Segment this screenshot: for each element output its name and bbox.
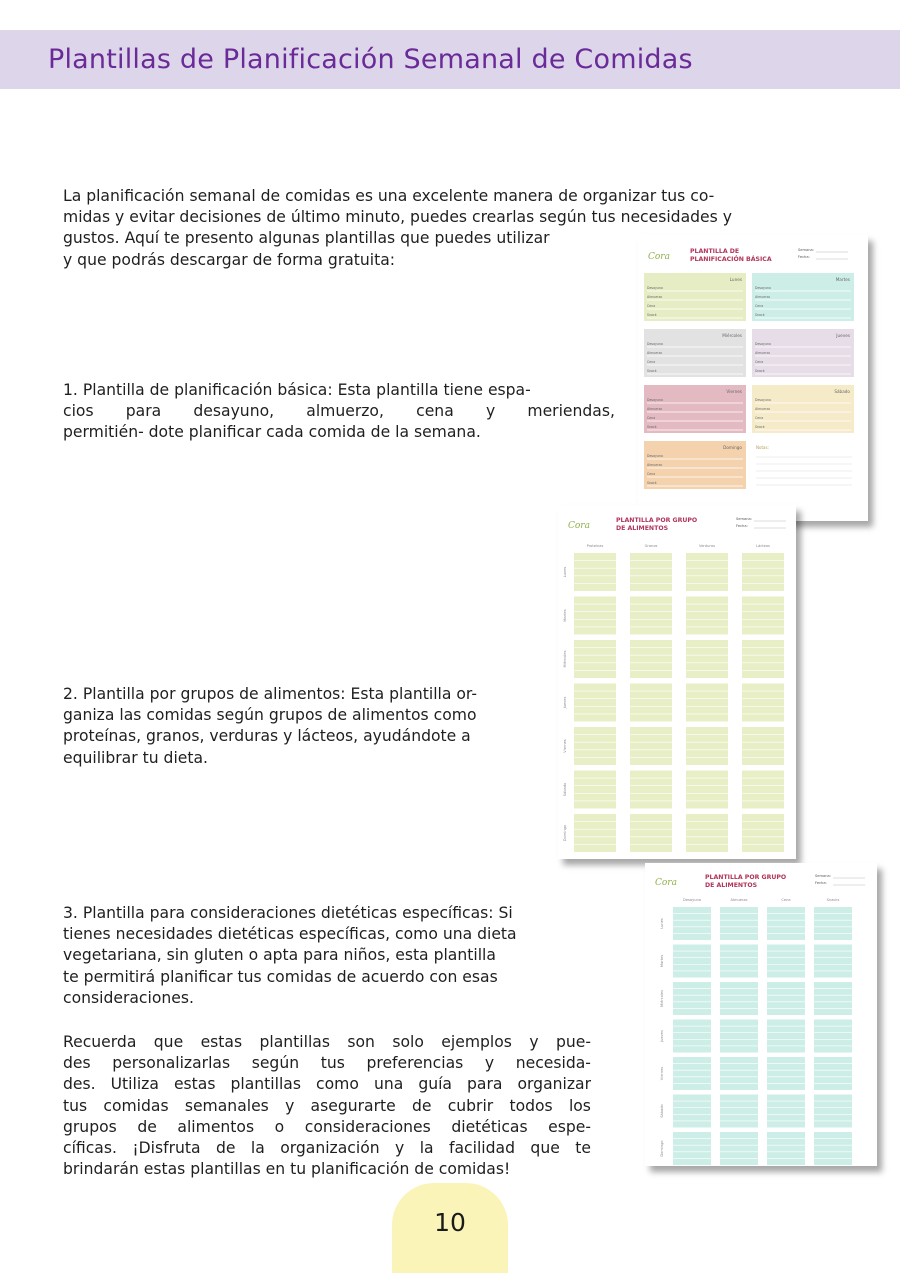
meal-label: Cena <box>755 416 764 420</box>
grid-cell <box>630 597 672 635</box>
meal-label: Almuerzo <box>647 407 663 411</box>
day-label: Miércoles <box>660 990 664 1007</box>
word: la <box>419 1139 434 1158</box>
word: y <box>285 1096 295 1115</box>
template-meta-label: Semana: <box>736 517 752 521</box>
grid-cell <box>720 1095 758 1128</box>
word: necesida- <box>515 1054 591 1073</box>
column-label: Lácteos <box>756 544 770 548</box>
item-2-line: equilibrar tu dieta. <box>63 748 209 767</box>
meal-label: Almuerzo <box>647 463 663 467</box>
template-meta-label: Fecha: <box>798 255 810 259</box>
day-label: Jueves <box>660 1030 664 1042</box>
word: de <box>411 1096 432 1115</box>
grid-cell <box>742 814 784 852</box>
grid-cell <box>720 982 758 1015</box>
closing-line: brindarán estas plantillas en tu planificación de comidas! <box>63 1160 511 1179</box>
grid-cell <box>673 1095 711 1128</box>
column-label: Granos <box>644 544 658 548</box>
template-title: DE ALIMENTOS <box>705 882 758 889</box>
word: personalizarlas <box>112 1054 231 1073</box>
item-3-line: 3. Plantilla para consideraciones dietéticas específicas: Si <box>63 904 513 922</box>
page-number: 10 <box>434 1208 466 1237</box>
grid-cell <box>630 771 672 809</box>
word: espe- <box>548 1117 591 1136</box>
word: y <box>484 1054 495 1073</box>
word: o <box>274 1117 285 1136</box>
word: meriendas, <box>527 402 615 421</box>
grid-cell <box>720 945 758 978</box>
grid-cell <box>767 945 805 978</box>
intro-line: y que podrás descargar de forma gratuita: <box>63 250 396 269</box>
grid-cell <box>767 1057 805 1090</box>
grid-cell <box>814 1132 852 1165</box>
meal-label: Snack <box>647 313 657 317</box>
grid-cell <box>742 771 784 809</box>
grid-cell <box>630 640 672 678</box>
item-3-paragraph <box>63 903 603 1009</box>
day-label: Jueves <box>836 333 850 338</box>
closing-line <box>63 1096 591 1117</box>
day-label: Viernes <box>726 389 742 394</box>
word: estas <box>200 1033 243 1051</box>
template-title: PLANTILLA POR GRUPO <box>616 517 698 524</box>
grid-cell <box>686 814 728 852</box>
grid-cell <box>686 553 728 591</box>
groups-template-drawing <box>558 505 796 859</box>
template-title: PLANTILLA DE <box>690 248 740 255</box>
template-title: DE ALIMENTOS <box>616 525 669 532</box>
meal-label: Almuerzo <box>755 351 771 355</box>
grid-cell <box>630 684 672 722</box>
meal-label: Cena <box>647 472 656 476</box>
meal-label: Almuerzo <box>755 407 771 411</box>
grid-cell <box>574 597 616 635</box>
closing-line <box>63 1032 591 1053</box>
grid-cell <box>767 907 805 940</box>
word: y <box>529 1033 539 1051</box>
day-label: Domingo <box>723 445 742 450</box>
word: organizar <box>517 1075 591 1094</box>
word: tus <box>63 1096 88 1115</box>
day-label: Lunes <box>729 277 742 282</box>
closing-line <box>63 1117 591 1138</box>
word: dietéticas <box>451 1117 528 1136</box>
meal-label: Desayuno <box>647 342 663 346</box>
logo-mark: Cora <box>568 521 590 531</box>
word: preferencias <box>366 1054 464 1073</box>
grid-cell <box>814 1020 852 1053</box>
item-2-line: proteínas, granos, verduras y lácteos, ayudándote a <box>63 727 471 746</box>
item-1-line: 1. Plantilla de planificación básica: Esta plantilla tiene espa- <box>63 381 531 399</box>
meal-label: Snack <box>647 425 657 429</box>
grid-cell <box>767 1095 805 1128</box>
item-3-line: te permitirá planificar tus comidas de acuerdo con esas <box>63 967 498 986</box>
word: organización <box>280 1139 380 1158</box>
item-1-paragraph <box>63 380 615 444</box>
day-label: Viernes <box>563 739 567 753</box>
word: Recuerda <box>63 1033 137 1051</box>
word: alimentos <box>177 1117 255 1136</box>
grid-cell <box>814 945 852 978</box>
grid-cell <box>742 640 784 678</box>
meal-label: Desayuno <box>647 454 663 458</box>
grid-cell <box>686 597 728 635</box>
word: tus <box>320 1054 345 1073</box>
template-title: PLANTILLA POR GRUPO <box>705 874 787 881</box>
grid-cell <box>673 1057 711 1090</box>
grid-cell <box>742 727 784 765</box>
day-label: Lunes <box>563 566 567 578</box>
grid-cell <box>720 1057 758 1090</box>
grid-cell <box>742 684 784 722</box>
meal-label: Cena <box>647 304 656 308</box>
meal-label: Snack <box>647 369 657 373</box>
item-2-line: ganiza las comidas según grupos de alimentos como <box>63 706 477 725</box>
column-label: Almuerzo <box>730 898 748 902</box>
closing-line <box>63 1053 591 1074</box>
word: que <box>153 1033 184 1051</box>
grid-cell <box>574 684 616 722</box>
word: plantillas <box>230 1075 301 1094</box>
word: de <box>137 1117 157 1136</box>
word: cíficas. <box>63 1139 117 1158</box>
grid-cell <box>574 640 616 678</box>
column-label: Desayuno <box>683 898 701 902</box>
meal-label: Cena <box>755 360 764 364</box>
meal-label: Snack <box>755 313 765 317</box>
meal-label: Cena <box>647 360 656 364</box>
meal-label: Almuerzo <box>647 295 663 299</box>
word: almuerzo, <box>306 402 384 421</box>
item-1-line: permitién- dote planificar cada comida de la semana. <box>63 423 481 442</box>
diet-template-thumbnail <box>645 863 877 1166</box>
grid-cell <box>574 727 616 765</box>
diet-template-drawing <box>645 863 877 1166</box>
grid-cell <box>630 553 672 591</box>
grid-cell <box>574 771 616 809</box>
word: des <box>63 1054 91 1073</box>
intro-line: La planificación semanal de comidas es una excelente manera de organizar tus co- <box>63 187 715 205</box>
item-2-paragraph <box>63 684 563 769</box>
meal-label: Almuerzo <box>755 295 771 299</box>
word: te <box>575 1139 591 1158</box>
day-label: Sábado <box>660 1104 664 1118</box>
meal-label: Snack <box>755 369 765 373</box>
grid-cell <box>673 1132 711 1165</box>
day-label: Martes <box>835 277 850 282</box>
column-label: Snacks <box>826 898 840 902</box>
meal-label: Almuerzo <box>647 351 663 355</box>
word: consideraciones <box>304 1117 431 1136</box>
word: todos <box>509 1096 553 1115</box>
word: comidas <box>103 1096 169 1115</box>
word: que <box>530 1139 560 1158</box>
word: y <box>395 1139 405 1158</box>
closing-paragraph <box>63 1032 591 1180</box>
word: solo <box>392 1033 424 1051</box>
page-title: Plantillas de Planificación Semanal de Comidas <box>48 44 693 75</box>
meal-label: Snack <box>755 425 765 429</box>
grid-cell <box>673 945 711 978</box>
template-title: PLANIFICACIÓN BÁSICA <box>690 256 772 263</box>
grid-cell <box>686 771 728 809</box>
meal-label: Cena <box>647 416 656 420</box>
grid-cell <box>814 1057 852 1090</box>
grid-cell <box>720 1020 758 1053</box>
day-label: Miércoles <box>563 650 567 668</box>
day-label: Martes <box>563 609 567 622</box>
closing-line <box>63 1074 591 1095</box>
word: para <box>467 1075 503 1094</box>
grid-cell <box>720 1132 758 1165</box>
grid-cell <box>686 727 728 765</box>
template-meta-label: Fecha: <box>815 881 827 885</box>
basic-template-thumbnail <box>638 235 868 521</box>
intro-line: gustos. Aquí te presento algunas plantillas que puedes utilizar <box>63 229 550 248</box>
word: plantillas <box>259 1033 330 1051</box>
word: según <box>251 1054 300 1073</box>
logo-mark: Cora <box>648 252 670 262</box>
notes-label: Notas: <box>756 445 769 450</box>
grid-cell <box>673 907 711 940</box>
grid-cell <box>814 982 852 1015</box>
grid-cell <box>630 727 672 765</box>
item-3-line: consideraciones. <box>63 988 194 1007</box>
grid-cell <box>720 907 758 940</box>
meal-label: Desayuno <box>755 286 771 290</box>
intro-line: midas y evitar decisiones de último minuto, puedes crearlas según tus necesidades y <box>63 208 732 227</box>
closing-line <box>63 1138 591 1159</box>
word: los <box>568 1096 591 1115</box>
word: de <box>215 1139 236 1158</box>
grid-cell <box>686 684 728 722</box>
column-label: Proteínas <box>586 544 604 548</box>
grid-cell <box>814 907 852 940</box>
word: cubrir <box>447 1096 494 1115</box>
word: cena <box>416 402 454 421</box>
word: y <box>485 402 496 421</box>
groups-template-thumbnail <box>558 505 796 859</box>
word: son <box>347 1033 375 1051</box>
item-2-line: 2. Plantilla por grupos de alimentos: Esta plantilla or- <box>63 685 477 703</box>
word: semanales <box>184 1096 269 1115</box>
day-label: Domingo <box>660 1140 664 1157</box>
column-label: Verduras <box>699 544 715 548</box>
grid-cell <box>673 982 711 1015</box>
column-label: Cena <box>781 898 791 902</box>
grid-cell <box>767 982 805 1015</box>
grid-cell <box>574 553 616 591</box>
day-label: Sábado <box>563 782 567 797</box>
day-label: Miércoles <box>722 333 742 338</box>
word: cios <box>63 402 94 421</box>
day-label: Domingo <box>563 824 567 842</box>
meal-label: Desayuno <box>647 398 663 402</box>
grid-cell <box>767 1020 805 1053</box>
word: desayuno, <box>193 402 275 421</box>
grid-cell <box>574 814 616 852</box>
word: Utiliza <box>110 1075 159 1094</box>
item-3-line: tienes necesidades dietéticas específicas, como una dieta <box>63 925 517 944</box>
word: estas <box>173 1075 216 1094</box>
grid-cell <box>673 1020 711 1053</box>
word: grupos <box>63 1117 117 1136</box>
word: facilidad <box>449 1139 515 1158</box>
day-label: Lunes <box>660 918 664 929</box>
word: asegurarte <box>310 1096 396 1115</box>
meal-label: Snack <box>647 481 657 485</box>
word: ejemplos <box>441 1033 512 1051</box>
template-meta-label: Fecha: <box>736 524 748 528</box>
grid-cell <box>686 640 728 678</box>
logo-mark: Cora <box>655 878 677 888</box>
basic-template-drawing <box>638 235 868 521</box>
word: para <box>125 402 162 421</box>
grid-cell <box>630 814 672 852</box>
item-1-line <box>63 401 615 422</box>
meal-label: Cena <box>755 304 764 308</box>
word: des. <box>63 1075 96 1094</box>
meal-label: Desayuno <box>647 286 663 290</box>
grid-cell <box>767 1132 805 1165</box>
meal-label: Desayuno <box>755 398 771 402</box>
item-3-line: vegetariana, sin gluten o apta para niños, esta plantilla <box>63 946 496 965</box>
word: como <box>316 1075 359 1094</box>
word: ¡Disfruta <box>132 1139 201 1158</box>
template-meta-label: Semana: <box>815 874 831 878</box>
meal-label: Desayuno <box>755 342 771 346</box>
template-meta-label: Semana: <box>798 248 814 252</box>
word: guía <box>418 1075 452 1094</box>
word: la <box>250 1139 265 1158</box>
day-label: Martes <box>660 954 664 968</box>
word: una <box>373 1075 404 1094</box>
grid-cell <box>814 1095 852 1128</box>
day-label: Sábado <box>834 389 850 394</box>
grid-cell <box>742 597 784 635</box>
grid-cell <box>742 553 784 591</box>
day-label: Jueves <box>563 696 567 709</box>
day-label: Viernes <box>660 1066 664 1081</box>
word: pue- <box>555 1033 591 1051</box>
